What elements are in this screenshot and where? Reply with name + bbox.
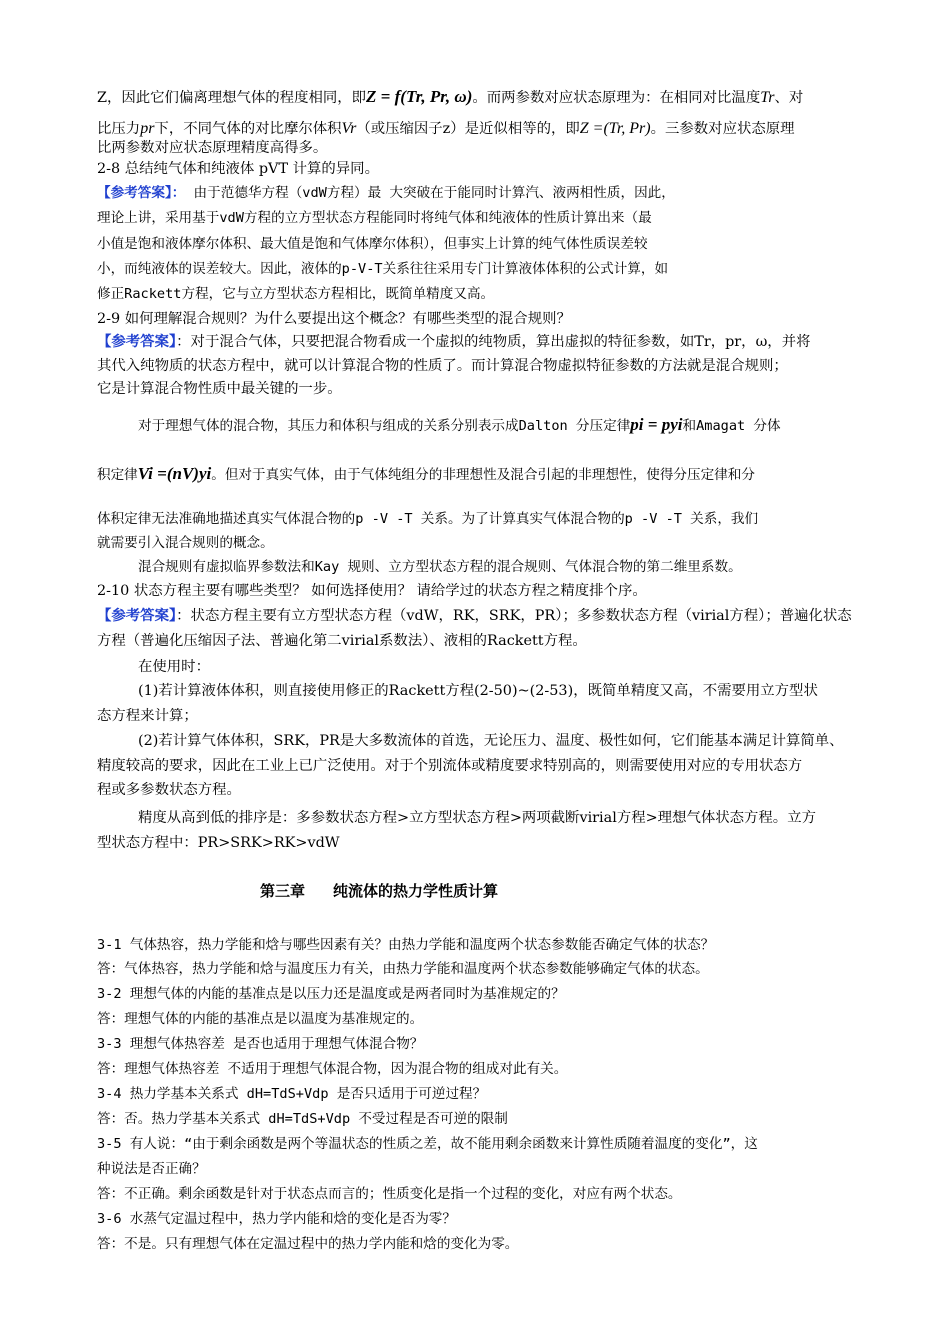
formula-tr: Tr [760, 89, 775, 106]
formula-vr: Vr [341, 120, 357, 137]
text-line: 修正Rackett方程，它与立方型状态方程相比，既简单精度又高。 [97, 286, 495, 302]
formula-z-f: Z = f(Tr, Pr, ω) [366, 87, 473, 106]
question-3-5: 3-5 有人说：“由于剩余函数是两个等温状态的性质之差，故不能用剩余函数来计算性质随着温度的变化”，这 [97, 1136, 758, 1152]
text-line: 它是计算混合物性质中最关键的一步。 [97, 381, 342, 397]
text-line: 体积定律无法准确地描述真实气体混合物的p -V -T 关系。为了计算真实气体混合物的p -V -T 关系，我们 [97, 511, 759, 527]
text-line: 方程（普遍化压缩因子法、普遍化第二virial系数法）、液相的Rackett方程。 [97, 633, 587, 649]
answer-3-5: 答：不正确。剩余函数是针对于状态点而言的；性质变化是指一个过程的变化，对应有两个状态。 [97, 1186, 682, 1202]
text-line: 其代入纯物质的状态方程中，就可以计算混合物的性质了。而计算混合物虚拟特征参数的方法就是混合规则； [97, 358, 788, 374]
question-2-10: 2-10 状态方程主要有哪些类型？ 如何选择使用？ 请给学过的状态方程之精度排个序。 [97, 583, 647, 599]
question-3-1: 3-1 气体热容，热力学能和焓与哪些因素有关？由热力学能和温度两个状态参数能否确定气体的状态？ [97, 937, 715, 953]
list-item: (2)若计算气体体积，SRK，PR是大多数流体的首选，无论压力、温度、极性如何，它们能基本满足计算简单、 [138, 733, 844, 749]
chapter-title: 纯流体的热力学性质计算 [333, 882, 499, 900]
question-3-4: 3-4 热力学基本关系式 dH=TdS+Vdp 是否只适用于可逆过程？ [97, 1086, 487, 1102]
paragraph-amagat: 积定律Vi =(nV)yi。但对于真实气体，由于气体纯组分的非理想性及混合引起的非理想性，使得分压定律和分 [97, 464, 755, 483]
question-3-2: 3-2 理想气体的内能的基准点是以压力还是温度或是两者同时为基准规定的？ [97, 986, 565, 1002]
text-line: 态方程来计算； [97, 708, 198, 724]
formula-z-tr-pr: Z =(Tr, Pr) [579, 120, 651, 137]
text-line: 型状态方程中：PR>SRK>RK>vdW [97, 835, 340, 851]
answer-3-1: 答：气体热容，热力学能和焓与温度压力有关，由热力学能和温度两个状态参数能够确定气体的状态。 [97, 961, 709, 977]
text-line: 种说法是否正确？ [97, 1161, 206, 1177]
question-3-3: 3-3 理想气体热容差 是否也适用于理想气体混合物？ [97, 1036, 424, 1052]
list-item: (1)若计算液体体积，则直接使用修正的Rackett方程(2-50)~(2-53)，既简单精度又高，不需要用立方型状 [138, 683, 818, 699]
text-line: 理论上讲，采用基于vdW方程的立方型状态方程能同时将纯气体和纯液体的性质计算出来（最 [97, 210, 652, 226]
text-line: Z，因此它们偏离理想气体的程度相同，即Z = f(Tr, Pr, ω)。而两参数对应状态原理为：在相同对比温度Tr、对 [97, 87, 804, 106]
text-line: 在使用时： [138, 659, 210, 675]
text-line: 就需要引入混合规则的概念。 [97, 535, 274, 551]
question-2-9: 2-9 如何理解混合规则？为什么要提出这个概念？有哪些类型的混合规则？ [97, 311, 571, 327]
answer-3-3: 答：理想气体热容差 不适用于理想气体混合物，因为混合物的组成对此有关。 [97, 1061, 568, 1077]
answer-3-2: 答：理想气体的内能的基准点是以温度为基准规定的。 [97, 1011, 424, 1027]
text-line: 混合规则有虚拟临界参数法和Kay 规则、立方型状态方程的混合规则、气体混合物的第二维里系数。 [138, 559, 742, 575]
paragraph-dalton: 对于理想气体的混合物，其压力和体积与组成的关系分别表示成Dalton 分压定律pi = pyi和Amagat 分体 [138, 415, 781, 434]
answer-label: 【参考答案】： [97, 185, 186, 201]
formula-amagat: Vi =(nV)yi [137, 464, 212, 483]
question-3-6: 3-6 水蒸气定温过程中，热力学内能和焓的变化是否为零？ [97, 1211, 456, 1227]
text-line: 程或多参数状态方程。 [97, 782, 241, 798]
chapter-number: 第三章 [260, 882, 306, 900]
answer-2-9: 【参考答案】：对于混合气体，只要把混合物看成一个虚拟的纯物质，算出虚拟的特征参数，如Tr，pr，ω，并将 [97, 333, 811, 350]
chapter-heading [260, 880, 498, 901]
question-2-8: 2-8 总结纯气体和纯液体 pVT 计算的异同。 [97, 161, 379, 177]
formula-dalton: pi = pyi [630, 415, 683, 434]
text-line: 小值是饱和液体摩尔体积、最大值是饱和气体摩尔体积），但事实上计算的纯气体性质误差较 [97, 236, 648, 252]
text-line: 小，而纯液体的误差较大。因此，液体的p-V-T关系往往采用专门计算液体体积的公式计算，如 [97, 261, 669, 277]
answer-3-6: 答：不是。只有理想气体在定温过程中的热力学内能和焓的变化为零。 [97, 1236, 519, 1252]
text-line: 精度从高到低的排序是：多参数状态方程>立方型状态方程>两项截断virial方程>理想气体状态方程。立方 [138, 810, 816, 826]
answer-3-4: 答：否。热力学基本关系式 dH=TdS+Vdp 不受过程是否可逆的限制 [97, 1111, 508, 1127]
text-line: 比两参数对应状态原理精度高得多。 [97, 140, 328, 156]
answer-2-10: 【参考答案】：状态方程主要有立方型状态方程（vdW，RK，SRK，PR）；多参数状态方程（virial方程）；普遍化状态 [97, 607, 852, 624]
text-line: 精度较高的要求，因此在工业上已广泛使用。对于个别流体或精度要求特别高的，则需要使用对应的专用状态方 [97, 758, 803, 774]
answer-label: 【参考答案】 [97, 607, 177, 624]
text-line: 比压力pr下，不同气体的对比摩尔体积Vr（或压缩因子z）是近似相等的，即Z =(Tr, Pr)。三参数对应状态原理 [97, 120, 795, 137]
answer-2-8: 【参考答案】： 由于范德华方程（vdW方程）最 大突破在于能同时计算汽、液两相性质，因此， [97, 185, 675, 201]
formula-pr: pr [140, 120, 155, 137]
answer-label: 【参考答案】 [97, 333, 177, 350]
